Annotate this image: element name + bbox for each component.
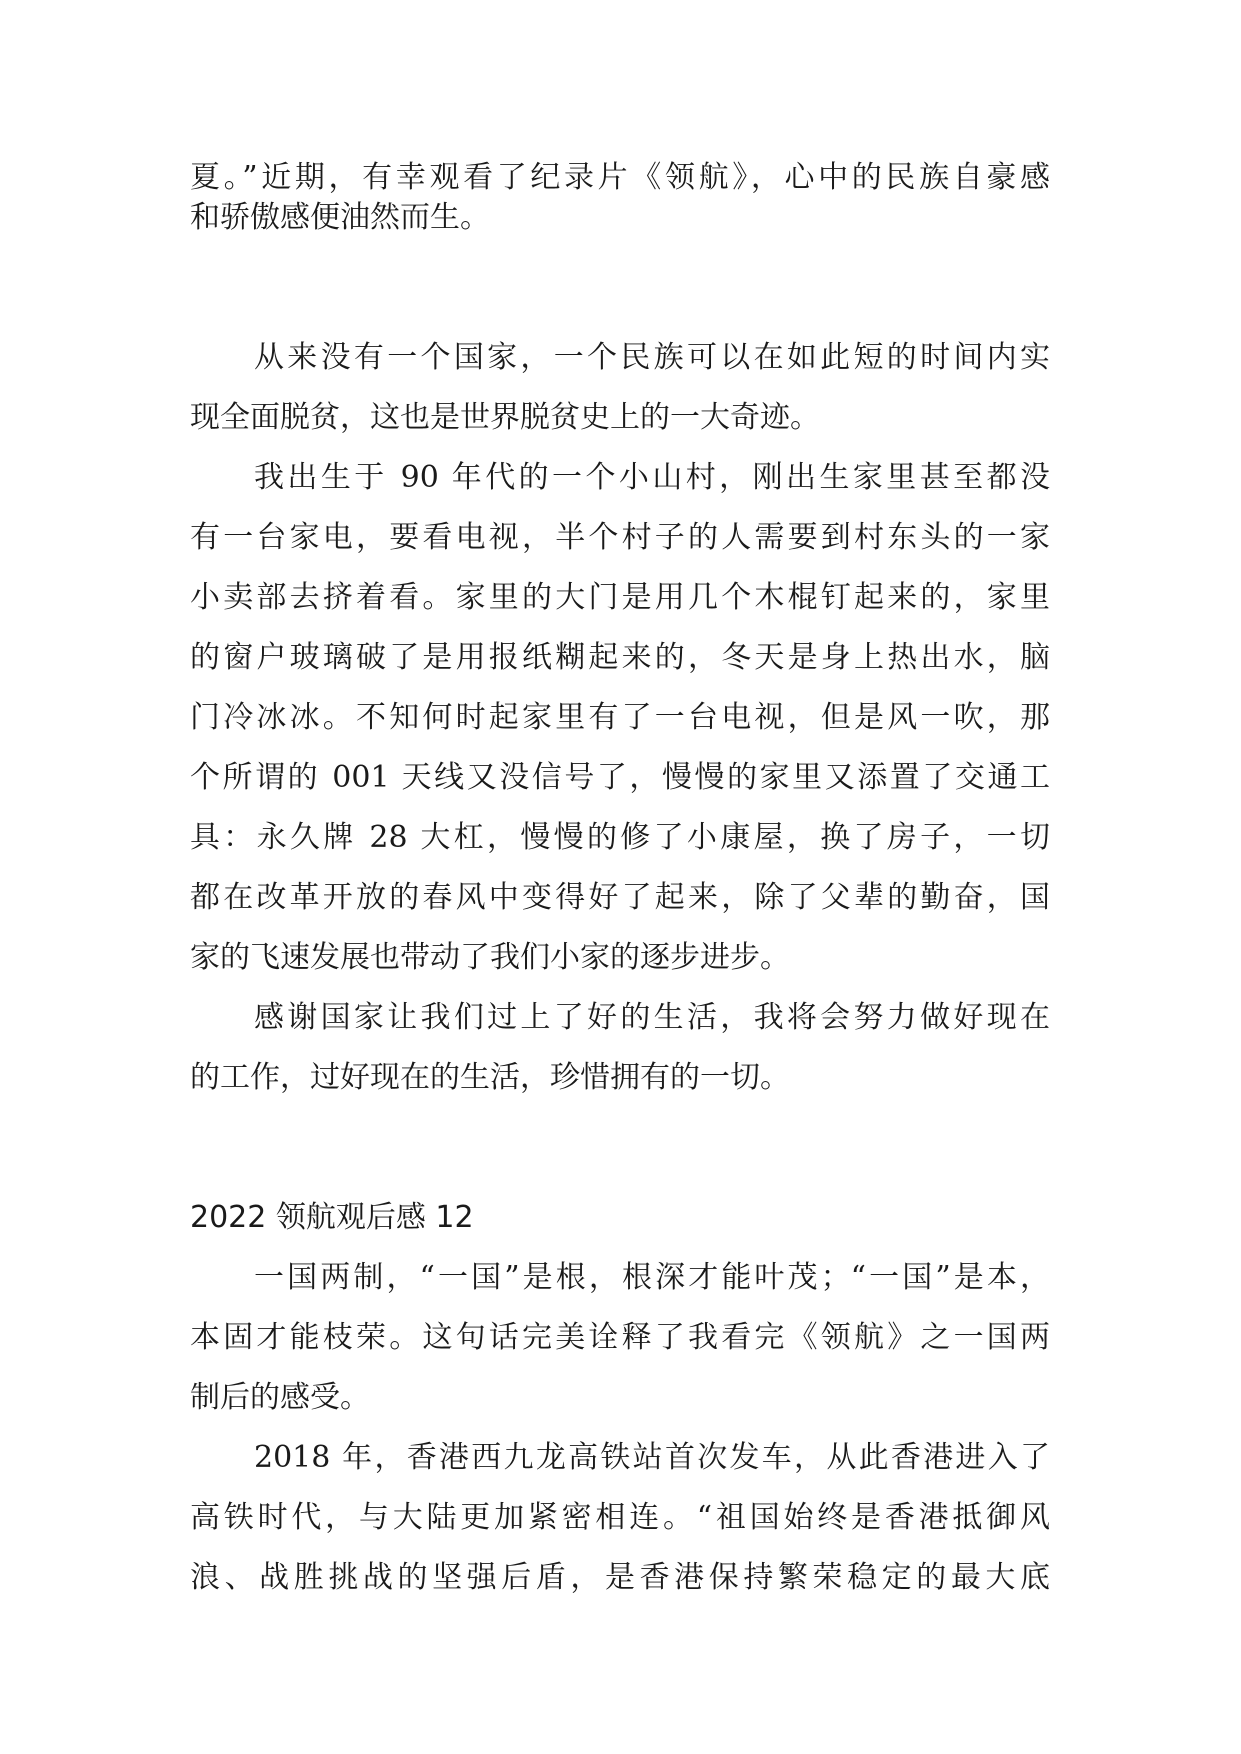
paragraph-line: 个所谓的 001 天线又没信号了，慢慢的家里又添置了交通工 (190, 760, 1050, 795)
paragraph-line: 感谢国家让我们过上了好的生活，我将会努力做好现在 (254, 1000, 1050, 1035)
paragraph-line: 和骄傲感便油然而生。 (190, 200, 490, 235)
paragraph-line: 2018 年，香港西九龙高铁站首次发车，从此香港进入了 (254, 1440, 1050, 1475)
paragraph-line: 本固才能枝荣。这句话完美诠释了我看完《领航》之一国两 (190, 1320, 1050, 1355)
paragraph-line: 都在改革开放的春风中变得好了起来，除了父辈的勤奋，国 (190, 880, 1050, 915)
paragraph-line: 家的飞速发展也带动了我们小家的逐步进步。 (190, 940, 790, 975)
paragraph-line: 具：永久牌 28 大杠，慢慢的修了小康屋，换了房子，一切 (190, 820, 1050, 855)
paragraph-line: 从来没有一个国家，一个民族可以在如此短的时间内实 (254, 340, 1050, 375)
paragraph-line: 门冷冰冰。不知何时起家里有了一台电视，但是风一吹，那 (190, 700, 1050, 735)
paragraph-line: 的工作，过好现在的生活，珍惜拥有的一切。 (190, 1060, 790, 1095)
paragraph-line: 小卖部去挤着看。家里的大门是用几个木棍钉起来的，家里 (190, 580, 1050, 615)
paragraph-line: 现全面脱贫，这也是世界脱贫史上的一大奇迹。 (190, 400, 820, 435)
section-heading: 2022 领航观后感 12 (190, 1200, 474, 1235)
paragraph-line: 的窗户玻璃破了是用报纸糊起来的，冬天是身上热出水，脑 (190, 640, 1050, 675)
paragraph-line: 我出生于 90 年代的一个小山村，刚出生家里甚至都没 (254, 460, 1050, 495)
paragraph-line: 制后的感受。 (190, 1380, 370, 1415)
paragraph-line: 高铁时代，与大陆更加紧密相连。“祖国始终是香港抵御风 (190, 1500, 1050, 1535)
paragraph-line: 一国两制，“一国”是根，根深才能叶茂；“一国”是本， (254, 1260, 1050, 1295)
paragraph-line: 夏。”近期，有幸观看了纪录片《领航》，心中的民族自豪感 (190, 160, 1050, 195)
paragraph-line: 浪、战胜挑战的坚强后盾，是香港保持繁荣稳定的最大底 (190, 1560, 1050, 1595)
paragraph-line: 有一台家电，要看电视，半个村子的人需要到村东头的一家 (190, 520, 1050, 555)
